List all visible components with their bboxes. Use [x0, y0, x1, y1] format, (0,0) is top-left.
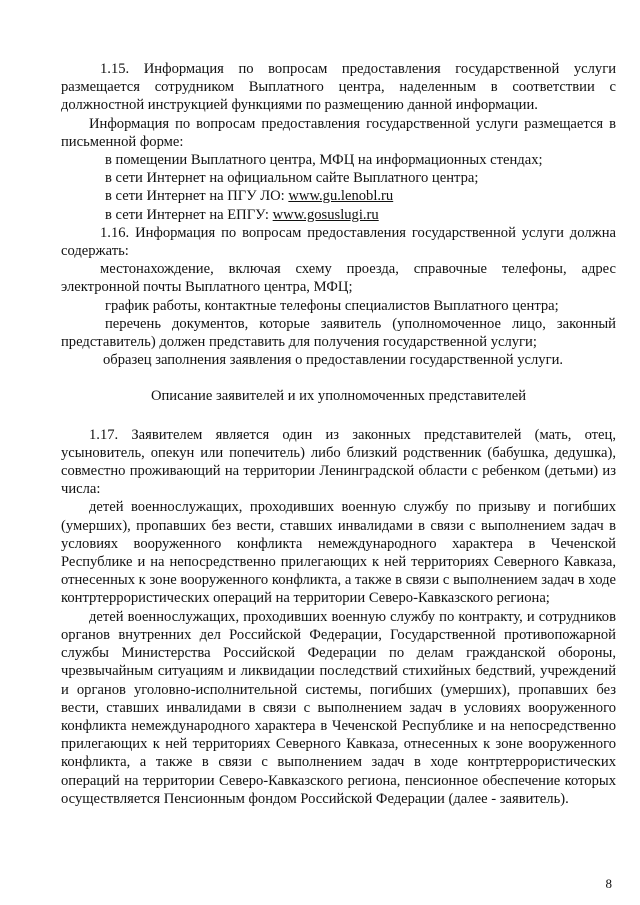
list-item-official-site: в сети Интернет на официальном сайте Выплатного центра; — [105, 170, 479, 187]
list-item-documents: перечень документов, которые заявитель (уполномоченное лицо, законный представитель) должен представить для получения государственной услуги; — [61, 315, 616, 351]
list-item-premises: в помещении Выплатного центра, МФЦ на информационных стендах; — [105, 152, 543, 169]
paragraph-1-15: 1.15. Информация по вопросам предоставления государственной услуги размещается сотрудником Выплатного центра, наделенным в соответствии с должностной инструкцией функциями по размещению данной информации. — [61, 61, 616, 114]
page-number: 8 — [605, 876, 612, 891]
pgu-prefix: в сети Интернет на ПГУ ЛО: — [105, 188, 289, 205]
epgu-prefix: в сети Интернет на ЕПГУ: — [105, 206, 273, 223]
paragraph-written-form: Информация по вопросам предоставления государственной услуги размещается в письменной форме: — [61, 115, 616, 150]
pgu-link[interactable]: www.gu.lenobl.ru — [288, 188, 394, 205]
list-item-conscripts: детей военнослужащих, проходивших военную службу по призыву и погибших (умерших), пропавших без вести, ставших инвалидами в связи с выполнением задач в условиях вооруженного конфликта немеждународного характера в Чеченской Республике и на непосредственно прилегающих к ней территориях Северного Кавказа, отнесенных к зоне вооруженного конфликта, а также в связи с выполнением задач в ходе контртеррористических операций на территории Северо-Кавказского региона; — [61, 499, 616, 607]
section-heading: Описание заявителей и их уполномоченных представителей — [150, 388, 527, 405]
list-item-sample: образец заполнения заявления о предоставлении государственной услуги. — [103, 352, 564, 369]
list-item-pgu — [61, 187, 616, 205]
list-item-contract: детей военнослужащих, проходивших военную службу по контракту, и сотрудников органов внутренних дел Российской Федерации, Государственной противопожарной службы Министерства Российской Федерации по делам гражданской обороны, чрезвычайным ситуациям и ликвидации последствий стихийных бедствий, учреждений и органов уголовно-исполнительной системы, погибших (умерших), пропавших без вести, ставших инвалидами в связи с выполнением задач в условиях вооруженного конфликта немеждународного характера в Чеченской Республике и на непосредственно прилегающих к ней территориях Северного Кавказа, отнесенных к зоне вооруженного конфликта, а также в связи с выполнением задач в ходе контртеррористических операций на территории Северо-Кавказского региона, пенсионное обеспечение которых осуществляется Пенсионным фондом Российской Федерации (далее - заявитель). — [61, 608, 616, 807]
paragraph-1-16: 1.16. Информация по вопросам предоставления государственной услуги должна содержать: — [61, 224, 616, 260]
paragraph-1-17: 1.17. Заявителем является один из законных представителей (мать, отец, усыновитель, опекун или попечитель) либо близкий родственник (бабушка, дедушка), совместно проживающий на территории Ленинградской области с ребенком (детьми) из числа: — [61, 426, 616, 498]
epgu-link[interactable]: www.gosuslugi.ru — [272, 206, 379, 223]
list-item-location: местонахождение, включая схему проезда, справочные телефоны, адрес электронной почты Выплатного центра, МФЦ; — [61, 261, 616, 296]
list-item-epgu — [61, 206, 616, 224]
document-body — [61, 60, 616, 808]
list-item-schedule: график работы, контактные телефоны специалистов Выплатного центра; — [105, 297, 559, 314]
